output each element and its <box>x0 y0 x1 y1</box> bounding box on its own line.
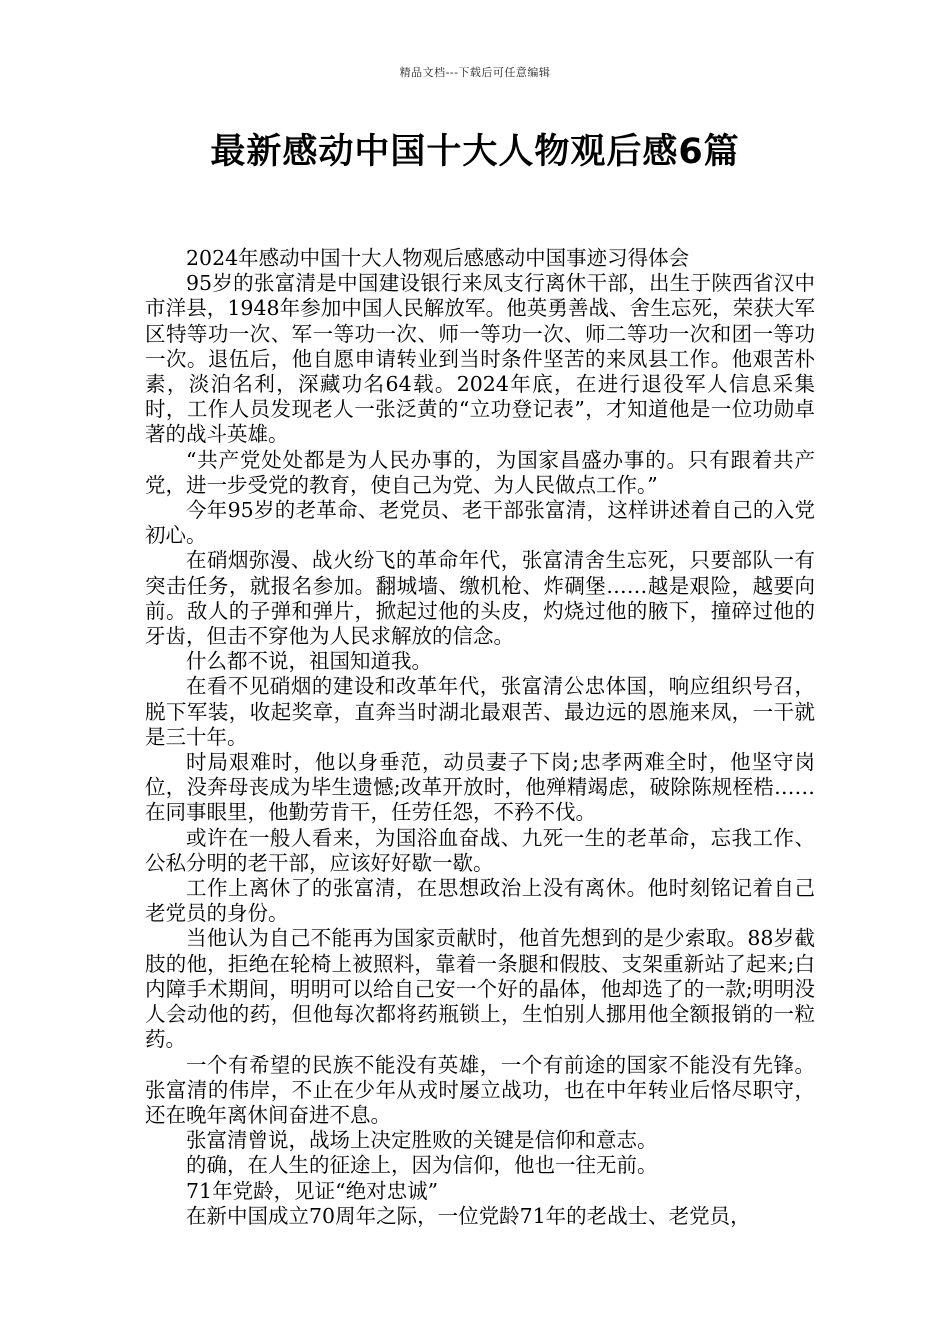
paragraph: 2024年感动中国十大人物观后感感动中国事迹习得体会 <box>186 246 690 270</box>
paragraph: 在看不见硝烟的建设和改革年代，张富清公忠体国，响应组织号召，脱下军装，收起奖章，直奔当时湖北最艰苦、最边远的恩施来凤，一干就是三十年。 <box>145 674 815 749</box>
paragraph: 今年95岁的老革命、老党员、老干部张富清，这样讲述着自己的入党初心。 <box>145 498 815 548</box>
paragraph: 在硝烟弥漫、战火纷飞的革命年代，张富清舍生忘死，只要部队一有突击任务，就报名参加。翻城墙、缴机枪、炸碉堡……越是艰险，越要向前。敌人的子弹和弹片，掀起过他的头皮，灼烧过他的腋下，撞碎过他的牙齿，但击不穿他为人民求解放的信念。 <box>145 548 815 649</box>
paragraph: 95岁的张富清是中国建设银行来凤支行离休干部，出生于陕西省汉中市洋县，1948年参加中国人民解放军。他英勇善战、舍生忘死，荣获大军区特等功一次、军一等功一次、师一等功一次、师二等功一次和团一等功一次。退伍后，他自愿申请转业到当时条件坚苦的来凤县工作。他艰苦朴素，淡泊名利，深藏功名64载。2024年底，在进行退役军人信息采集时，工作人员发现老人一张泛黄的“立功登记表”，才知道他是一位功勋卓著的战斗英雄。 <box>145 271 815 447</box>
paragraph: 时局艰难时，他以身垂范，动员妻子下岗;忠孝两难全时，他坚守岗位，没奔母丧成为毕生遗憾;改革开放时，他殚精竭虑，破除陈规桎梏……在同事眼里，他勤劳肯干，任劳任怨，不矜不伐。 <box>145 750 815 825</box>
page-header-note: 精品文档---下载后可任意编辑 <box>399 66 551 79</box>
paragraph: 的确，在人生的征途上，因为信仰，他也一往无前。 <box>186 1153 658 1178</box>
paragraph: “共产党处处都是为人民办事的，为国家昌盛办事的。只有跟着共产党，进一步受党的教育，使自己为党、为人民做点工作。” <box>145 447 815 497</box>
paragraph: 当他认为自己不能再为国家贡献时，他首先想到的是少索取。88岁截肢的他，拒绝在轮椅上被照料，靠着一条腿和假肢、支架重新站了起来;白内障手术期间，明明可以给自己安一个好的晶体，他却选了的一款;明明没人会动他的药，但他每次都将药瓶锁上，生怕别人挪用他全额报销的一粒药。 <box>145 926 815 1052</box>
section-heading: 71年党龄，见证“绝对忠诚” <box>186 1178 439 1203</box>
paragraph: 什么都不说，祖国知道我。 <box>186 649 432 674</box>
paragraph: 张富清曾说，战场上决定胜败的关键是信仰和意志。 <box>186 1128 658 1153</box>
paragraph: 一个有希望的民族不能没有英雄，一个有前途的国家不能没有先锋。张富清的伟岸，不止在少年从戎时屡立战功，也在中年转业后恪尽职守，还在晚年离休间奋进不息。 <box>145 1052 815 1127</box>
paragraph: 在新中国成立70周年之际，一位党龄71年的老战士、老党员， <box>186 1203 751 1228</box>
paragraph: 工作上离休了的张富清，在思想政治上没有离休。他时刻铭记着自己老党员的身份。 <box>145 876 815 926</box>
document-body <box>145 246 815 1229</box>
document-title: 最新感动中国十大人物观后感6篇 <box>210 132 740 172</box>
paragraph: 或许在一般人看来，为国浴血奋战、九死一生的老革命，忘我工作、公私分明的老干部，应该好好歇一歇。 <box>145 825 815 875</box>
